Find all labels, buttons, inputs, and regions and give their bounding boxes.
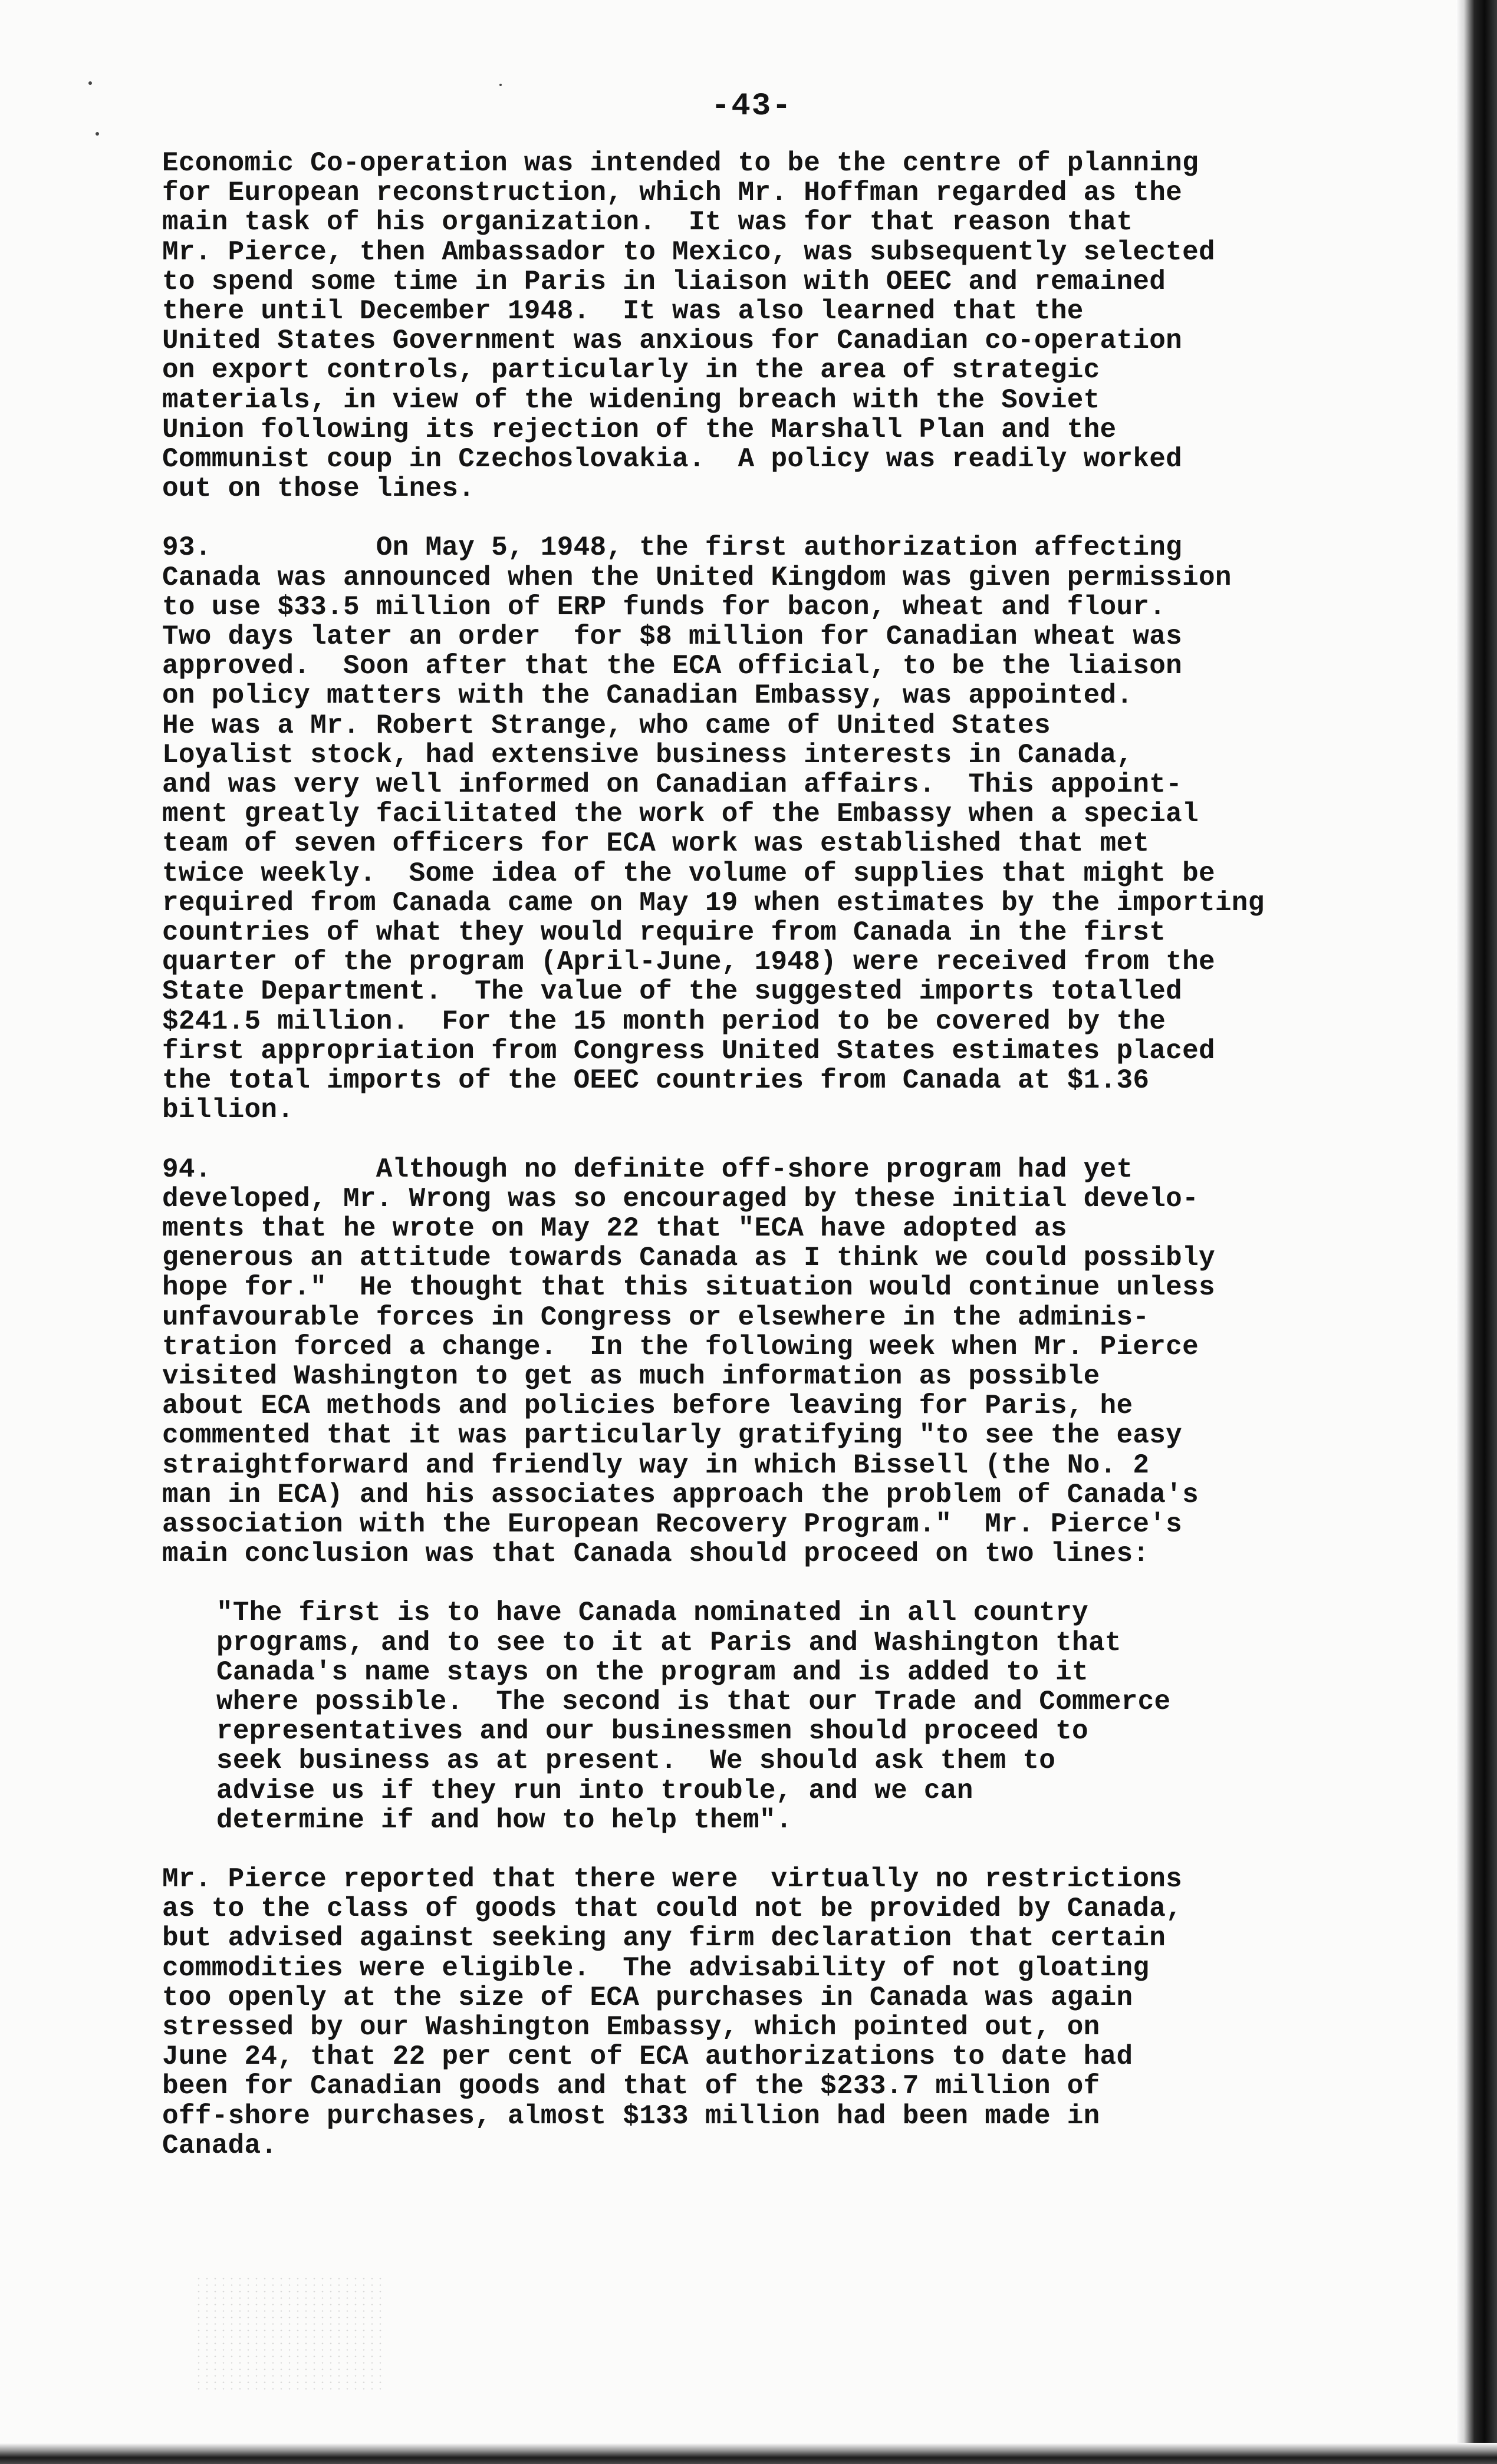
text-line: tration forced a change. In the following week when Mr. Pierce: [162, 1331, 1199, 1362]
text-line: for European reconstruction, which Mr. Hoffman regarded as the: [162, 177, 1183, 209]
text-line: billion.: [162, 1095, 294, 1126]
text-line: as to the class of goods that could not be provided by Canada,: [162, 1893, 1183, 1925]
text-line: on export controls, particularly in the area of strategic: [162, 355, 1100, 386]
text-line: been for Canadian goods and that of the $233.7 million of: [162, 2071, 1100, 2102]
quote-line: Canada's name stays on the program and is added to it: [216, 1656, 1088, 1688]
scan-speck: [88, 81, 92, 85]
scan-noise: [195, 2275, 383, 2393]
quote-line: advise us if they run into trouble, and we can: [216, 1775, 973, 1806]
text-line: there until December 1948. It was also learned that the: [162, 296, 1084, 327]
text-line: approved. Soon after that the ECA official, to be the liaison: [162, 651, 1183, 682]
text-line: and was very well informed on Canadian affairs. This appoint-: [162, 769, 1183, 801]
text-line: Mr. Pierce, then Ambassador to Mexico, was subsequently selected: [162, 236, 1215, 268]
text-line: required from Canada came on May 19 when estimates by the importing: [162, 887, 1265, 918]
paragraph-closing: [162, 1865, 1377, 2160]
paragraph-93: [162, 533, 1377, 1125]
text-line: twice weekly. Some idea of the volume of supplies that might be: [162, 858, 1215, 889]
scan-speck: [96, 132, 99, 136]
text-line: too openly at the size of ECA purchases in Canada was again: [162, 1982, 1133, 2013]
text-line: materials, in view of the widening breach with the Soviet: [162, 384, 1100, 416]
text-line: to spend some time in Paris in liaison with OEEC and remained: [162, 266, 1166, 297]
text-line: on policy matters with the Canadian Embassy, was appointed.: [162, 680, 1133, 711]
text-line: Loyalist stock, had extensive business interests in Canada,: [162, 739, 1133, 770]
paragraph-gap: [162, 1835, 1377, 1865]
text-line: the total imports of the OEEC countries from Canada at $1.36: [162, 1065, 1150, 1096]
text-line: Canada.: [162, 2130, 278, 2161]
quote-line: "The first is to have Canada nominated in all country: [216, 1597, 1088, 1629]
text-line: June 24, that 22 per cent of ECA authorizations to date had: [162, 2041, 1133, 2073]
scan-edge-right: [1456, 0, 1497, 2464]
page-number: -43-: [711, 88, 792, 124]
text-line: off-shore purchases, almost $133 million had been made in: [162, 2100, 1100, 2132]
text-line: hope for." He thought that this situation would continue unless: [162, 1272, 1215, 1303]
text-line: man in ECA) and his associates approach the problem of Canada's: [162, 1479, 1199, 1510]
text-line: 94. Although no definite off-shore program had yet: [162, 1154, 1133, 1185]
scan-speck: [499, 84, 502, 86]
quote-line: determine if and how to help them".: [216, 1804, 792, 1836]
text-line: commodities were eligible. The advisability of not gloating: [162, 1952, 1150, 1984]
paragraph-gap: [162, 1125, 1377, 1155]
block-quote: [162, 1598, 1377, 1835]
text-line: Canada was announced when the United Kingdom was given permission: [162, 562, 1232, 593]
text-line: straightforward and friendly way in which Bissell (the No. 2: [162, 1450, 1150, 1481]
text-line: He was a Mr. Robert Strange, who came of United States: [162, 710, 1051, 741]
text-line: visited Washington to get as much information as possible: [162, 1361, 1100, 1392]
quote-line: representatives and our businessmen should proceed to: [216, 1716, 1088, 1747]
text-line: stressed by our Washington Embassy, which pointed out, on: [162, 2011, 1100, 2043]
text-line: generous an attitude towards Canada as I think we could possibly: [162, 1243, 1215, 1274]
text-line: Two days later an order for $8 million for Canadian wheat was: [162, 621, 1183, 653]
paragraph-94: [162, 1155, 1377, 1569]
scan-edge-bottom: [0, 2443, 1497, 2464]
text-line: to use $33.5 million of ERP funds for bacon, wheat and flour.: [162, 591, 1166, 622]
quote-line: where possible. The second is that our Trade and Commerce: [216, 1686, 1171, 1717]
text-line: ment greatly facilitated the work of the Embassy when a special: [162, 799, 1199, 830]
text-line: main conclusion was that Canada should proceed on two lines:: [162, 1539, 1150, 1570]
text-line: Mr. Pierce reported that there were virtually no restrictions: [162, 1863, 1183, 1895]
paragraph-gap: [162, 1569, 1377, 1598]
text-line: United States Government was anxious for Canadian co-operation: [162, 325, 1183, 357]
paragraph-continuation: [162, 149, 1377, 503]
text-line: about ECA methods and policies before leaving for Paris, he: [162, 1391, 1133, 1422]
paragraph-gap: [162, 503, 1377, 533]
text-line: but advised against seeking any firm declaration that certain: [162, 1923, 1166, 1954]
document-body: [162, 149, 1377, 2160]
text-line: out on those lines.: [162, 473, 475, 505]
text-line: Economic Co-operation was intended to be the centre of planning: [162, 148, 1199, 179]
text-line: developed, Mr. Wrong was so encouraged by these initial develo-: [162, 1183, 1199, 1214]
text-line: countries of what they would require from Canada in the first: [162, 917, 1166, 948]
text-line: team of seven officers for ECA work was established that met: [162, 828, 1150, 859]
text-line: quarter of the program (April-June, 1948) were received from the: [162, 947, 1215, 978]
text-line: Communist coup in Czechoslovakia. A policy was readily worked: [162, 444, 1183, 475]
text-line: State Department. The value of the suggested imports totalled: [162, 976, 1183, 1007]
text-line: first appropriation from Congress United States estimates placed: [162, 1035, 1215, 1066]
text-line: commented that it was particularly gratifying "to see the easy: [162, 1420, 1183, 1451]
quote-line: seek business as at present. We should ask them to: [216, 1745, 1056, 1777]
text-line: main task of his organization. It was for that reason that: [162, 207, 1133, 238]
quote-line: programs, and to see to it at Paris and Washington that: [216, 1627, 1121, 1658]
text-line: 93. On May 5, 1948, the first authorization affecting: [162, 532, 1183, 564]
text-line: association with the European Recovery Program." Mr. Pierce's: [162, 1508, 1183, 1540]
text-line: Union following its rejection of the Marshall Plan and the: [162, 414, 1117, 445]
text-line: ments that he wrote on May 22 that "ECA have adopted as: [162, 1213, 1067, 1244]
text-line: unfavourable forces in Congress or elsewhere in the adminis-: [162, 1302, 1150, 1333]
text-line: $241.5 million. For the 15 month period to be covered by the: [162, 1006, 1166, 1037]
